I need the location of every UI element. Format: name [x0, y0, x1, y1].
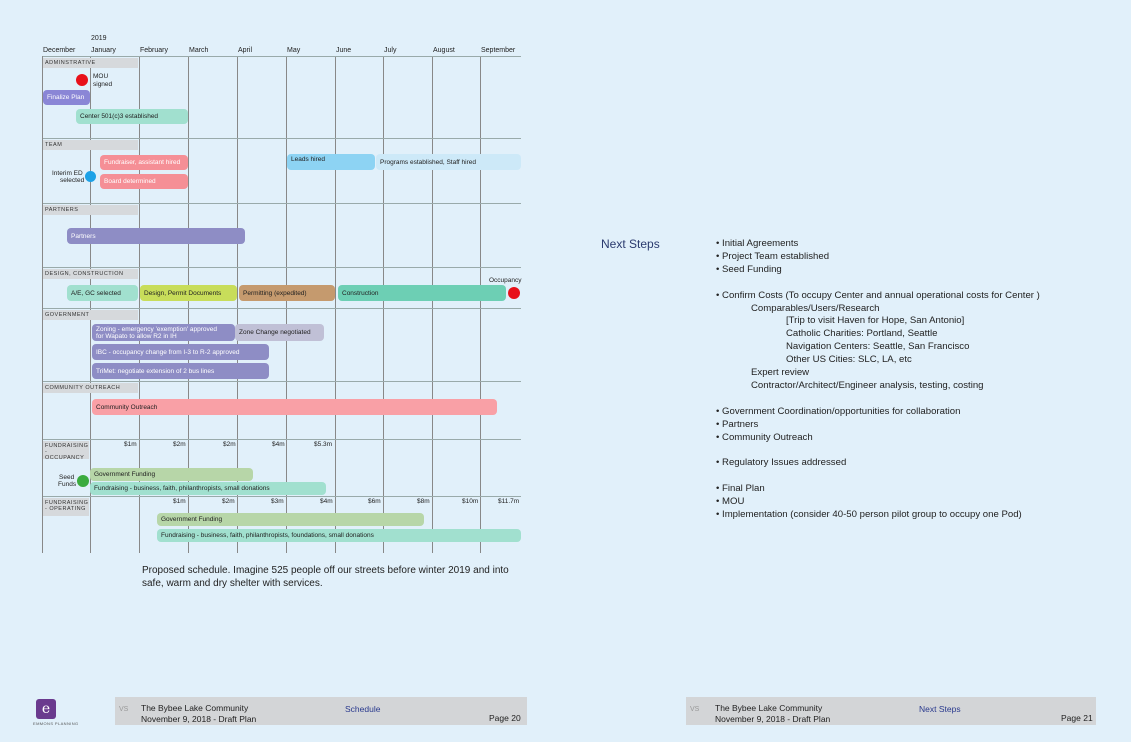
- footer-left: [115, 697, 527, 725]
- money-label: $2m: [222, 498, 235, 505]
- schedule-caption: Proposed schedule. Imagine 525 people off our streets before winter 2019 and into safe, warm and dry shelter with services.: [142, 565, 509, 589]
- year-label: 2019: [91, 35, 107, 42]
- section-divider: [43, 439, 521, 440]
- section-fundraising-operating: FUNDRAISING - OPERATING: [43, 498, 89, 516]
- gantt-bar: Fundraiser, assistant hired: [100, 155, 188, 170]
- interim-label: selected: [60, 177, 85, 184]
- money-label: $6m: [368, 498, 381, 505]
- next-steps-title: Next Steps: [601, 237, 660, 251]
- gantt-bar: Zone Change negotiated: [235, 324, 324, 341]
- section-divider: [43, 381, 521, 382]
- money-label: $1m: [124, 441, 137, 448]
- list-item: • Implementation (consider 40-50 person pilot group to occupy one Pod): [716, 508, 1022, 520]
- list-item: Navigation Centers: Seattle, San Francisco: [786, 341, 970, 353]
- logo-text: EMMONS PLANNING: [33, 721, 79, 726]
- list-item: • Confirm Costs (To occupy Center and annual operational costs for Center ): [716, 289, 1040, 301]
- section-design-construction: DESIGN, CONSTRUCTION: [43, 269, 138, 279]
- footer-section: Schedule: [345, 704, 381, 714]
- list-spacer: [716, 444, 1040, 457]
- emmons-logo: e: [36, 699, 56, 719]
- milestone-dot: [508, 287, 520, 299]
- money-label: $5.3m: [314, 441, 333, 448]
- gantt-bar: Permitting (expedited): [239, 285, 335, 301]
- section-divider: [43, 56, 521, 57]
- section-partners: PARTNERS: [43, 205, 138, 215]
- money-label: $8m: [417, 498, 430, 505]
- money-label: $1m: [173, 498, 186, 505]
- milestone-dot: [77, 475, 89, 487]
- month-label: March: [189, 47, 209, 54]
- month-label: January: [91, 47, 116, 54]
- money-label: $2m: [173, 441, 186, 448]
- gantt-bar: Partners: [67, 228, 245, 244]
- footer-right: [686, 697, 1096, 725]
- list-item: Catholic Charities: Portland, Seattle: [786, 328, 938, 340]
- seed-label: Seed: [59, 474, 75, 481]
- list-item: Comparables/Users/Research: [751, 302, 880, 314]
- list-item: • Seed Funding: [716, 263, 782, 275]
- milestone-dot: [76, 74, 88, 86]
- gantt-bar: Design, Permit Documents: [140, 285, 237, 301]
- section-government: GOVERNMENT: [43, 310, 138, 320]
- next-steps-list: [716, 238, 1040, 522]
- gantt-bar: Programs established, Staff hired: [376, 154, 521, 170]
- money-label: $10m: [462, 498, 479, 505]
- gantt-bar: Construction: [338, 285, 506, 301]
- section-team: TEAM: [43, 140, 138, 150]
- month-label: December: [43, 47, 76, 54]
- month-label: August: [433, 47, 455, 54]
- grid-line: [42, 56, 43, 553]
- section-divider: [43, 308, 521, 309]
- gantt-bar: Fundraising - business, faith, philanthropists, small donations: [90, 482, 326, 495]
- section-divider: [43, 138, 521, 139]
- list-item: [Trip to visit Haven for Hope, San Antonio]: [786, 315, 965, 327]
- gantt-bar: Leads hired: [287, 154, 375, 170]
- section-community-outreach: COMMUNITY OUTREACH: [43, 383, 138, 393]
- money-label: $4m: [320, 498, 333, 505]
- list-item: • Government Coordination/opportunities for collaboration: [716, 405, 961, 417]
- gantt-bar: [92, 324, 235, 341]
- section-fundraising-occupancy: FUNDRAISING - OCCUPANCY: [45, 443, 89, 461]
- list-item: • Initial Agreements: [716, 238, 799, 249]
- grid-line: [432, 56, 433, 553]
- section-divider: [43, 203, 521, 204]
- list-item: • MOU: [716, 496, 745, 508]
- list-item: • Project Team established: [716, 250, 830, 262]
- section-administrative: ADMINSTRATIVE: [43, 58, 138, 68]
- month-label: April: [238, 47, 253, 54]
- footer-vs: VS: [119, 706, 129, 713]
- mou-label: MOU: [93, 73, 109, 80]
- gantt-bar: A/E, GC selected: [67, 285, 138, 301]
- gantt-bar: Community Outreach: [92, 399, 497, 415]
- list-item: Other US Cities: SLC, LA, etc: [786, 354, 912, 366]
- month-label: July: [384, 47, 397, 54]
- gantt-bar: Board determined: [100, 174, 188, 189]
- gantt-bar: Fundraising - business, faith, philanthropists, foundations, small donations: [157, 529, 521, 542]
- list-spacer: [716, 470, 1040, 483]
- gantt-bar: Government Funding: [157, 513, 424, 526]
- list-item: Contractor/Architect/Engineer analysis, testing, costing: [751, 379, 984, 391]
- footer-vs: VS: [690, 706, 700, 713]
- footer-section: Next Steps: [919, 704, 961, 714]
- milestone-dot: [85, 171, 96, 182]
- footer-title: The Bybee Lake Community: [715, 703, 823, 713]
- gantt-bar: Center 501(c)3 established: [76, 109, 188, 124]
- grid-line: [286, 56, 287, 553]
- month-label: June: [336, 47, 352, 54]
- section-divider: [43, 267, 521, 268]
- list-item: • Final Plan: [716, 483, 765, 495]
- footer-date: November 9, 2018 - Draft Plan: [141, 714, 257, 724]
- list-item: • Community Outreach: [716, 431, 813, 443]
- list-spacer: [716, 393, 1040, 406]
- grid-line: [480, 56, 481, 553]
- gantt-bar-label: for Wapato to allow R2 in IH: [96, 332, 177, 340]
- grid-line: [335, 56, 336, 553]
- money-label: $2m: [223, 441, 236, 448]
- gantt-bar: Finalize Plan: [43, 90, 90, 105]
- footer-page: Page 20: [489, 713, 521, 723]
- month-label: September: [481, 47, 516, 54]
- money-label: $3m: [271, 498, 284, 505]
- list-item: Expert review: [751, 367, 810, 379]
- list-item: • Partners: [716, 418, 759, 430]
- gantt-bar: TriMet: negotiate extension of 2 bus lines: [92, 363, 269, 379]
- footer-page: Page 21: [1061, 713, 1093, 723]
- mou-label: signed: [93, 81, 113, 88]
- month-label: February: [140, 47, 169, 54]
- interim-label: Interim ED: [52, 170, 83, 177]
- gantt-bar-label: Zoning - emergency 'exemption' approved: [96, 325, 217, 333]
- money-label: $4m: [272, 441, 285, 448]
- seed-label: Funds: [58, 481, 77, 488]
- footer-title: The Bybee Lake Community: [141, 703, 249, 713]
- month-label: May: [287, 47, 301, 54]
- occupancy-label: Occupancy: [489, 277, 522, 284]
- grid-line: [383, 56, 384, 553]
- gantt-bar: Government Funding: [90, 468, 253, 481]
- gantt-bar: IBC - occupancy change from I-3 to R-2 approved: [92, 344, 269, 360]
- list-spacer: [716, 277, 1040, 290]
- footer-date: November 9, 2018 - Draft Plan: [715, 714, 831, 724]
- section-divider: [43, 496, 521, 497]
- list-item: • Regulatory Issues addressed: [716, 457, 847, 469]
- money-label: $11.7m: [498, 498, 520, 505]
